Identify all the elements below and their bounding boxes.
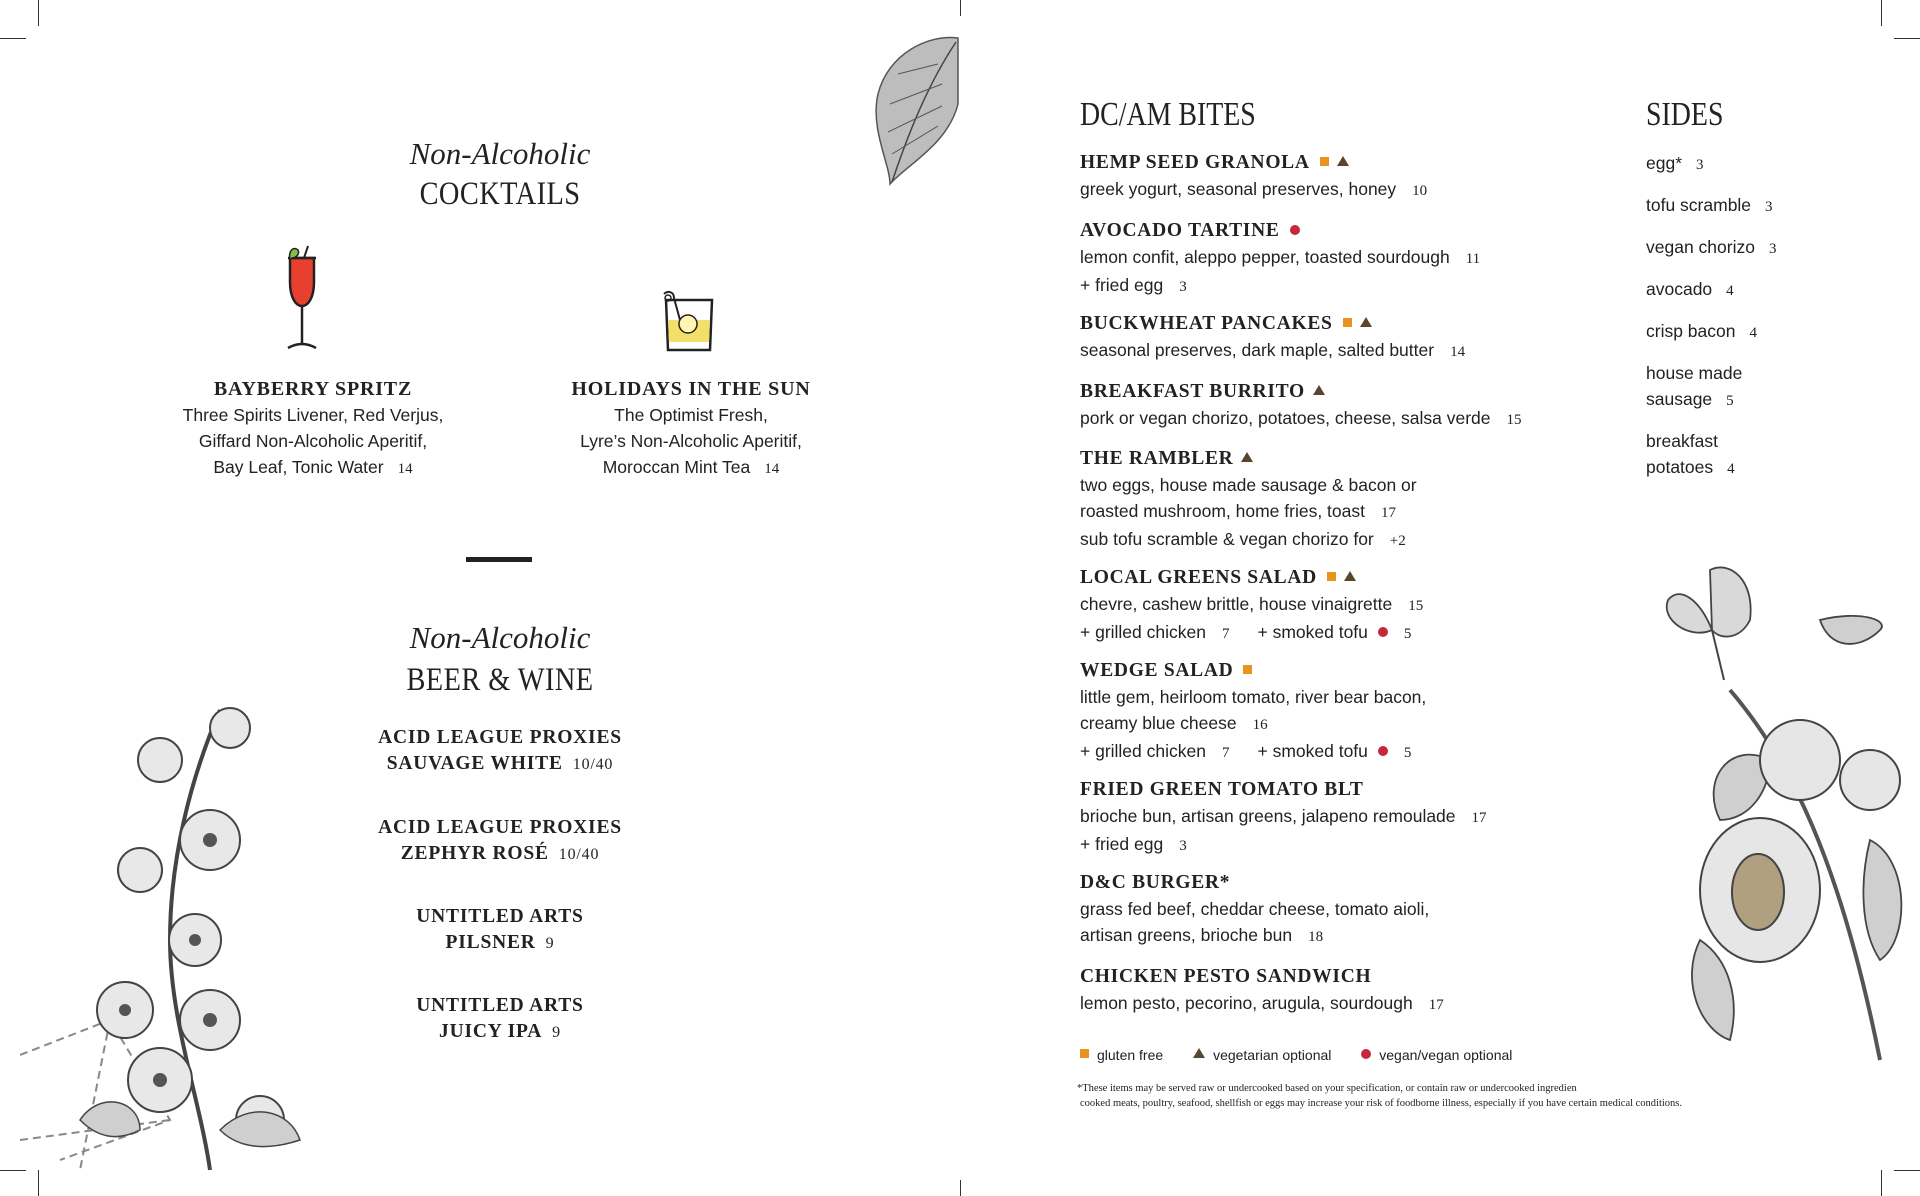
- side-item: house made sausage 5: [1646, 363, 1743, 409]
- side-price: 5: [1726, 393, 1734, 409]
- item-addon: + smoked tofu: [1257, 622, 1368, 642]
- menu-item: [1080, 150, 1600, 204]
- item-description: roasted mushroom, home fries, toast: [1080, 501, 1365, 521]
- beverage-price: 10/40: [558, 846, 600, 863]
- gluten-free-marker: [1327, 572, 1336, 581]
- beverage-price: 9: [552, 1024, 561, 1041]
- item-price: 16: [1252, 717, 1268, 733]
- crop-mark: [960, 1180, 961, 1196]
- item-price: 17: [1471, 810, 1487, 826]
- addon-price: +2: [1389, 533, 1406, 549]
- addon-price: 5: [1403, 626, 1412, 642]
- item-name: BREAKFAST BURRITO: [1080, 381, 1305, 402]
- side-price: 4: [1727, 461, 1735, 477]
- gluten-free-marker: [1343, 318, 1352, 327]
- item-description: artisan greens, brioche bun: [1080, 925, 1293, 945]
- drink-price: 14: [764, 461, 780, 477]
- menu-item: [1080, 565, 1600, 647]
- beverage-price: 9: [545, 935, 555, 952]
- cocktails-heading-italic: Non-Alcoholic: [409, 136, 591, 171]
- menu-item: [1080, 777, 1600, 859]
- item-addon: sub tofu scramble & vegan chorizo for: [1080, 529, 1374, 549]
- side-price: 4: [1726, 283, 1734, 299]
- item-price: 15: [1408, 598, 1424, 614]
- vegan-marker: [1378, 746, 1388, 756]
- side-price: 3: [1696, 157, 1704, 173]
- menu-item: [1080, 964, 1600, 1018]
- drink-name: HOLIDAYS IN THE SUN: [571, 378, 811, 400]
- vegetarian-marker: [1360, 317, 1372, 327]
- item-description: pork or vegan chorizo, potatoes, cheese, salsa verde: [1080, 408, 1491, 428]
- item-name: LOCAL GREENS SALAD: [1080, 567, 1317, 588]
- item-name: D&C BURGER*: [1080, 872, 1231, 893]
- drink-description: The Optimist Fresh,: [614, 405, 768, 425]
- item-description: lemon pesto, pecorino, arugula, sourdough: [1080, 993, 1413, 1013]
- bites-title: DC/AM BITES: [1080, 96, 1256, 133]
- beer-wine-heading-italic: Non-Alcoholic: [409, 620, 591, 655]
- vegetarian-marker: [1313, 385, 1325, 395]
- item-name: WEDGE SALAD: [1080, 660, 1234, 681]
- crop-mark: [1881, 0, 1882, 26]
- item-price: 18: [1308, 929, 1324, 945]
- gluten-free-marker: [1080, 1049, 1089, 1058]
- addon-price: 7: [1221, 745, 1230, 761]
- item-description: greek yogurt, seasonal preserves, honey: [1080, 179, 1397, 199]
- rocks-glass-icon: [660, 290, 716, 352]
- item-description: creamy blue cheese: [1080, 713, 1237, 733]
- menu-item: [1080, 870, 1600, 950]
- menu-item: [1080, 446, 1600, 554]
- item-description: lemon confit, aleppo pepper, toasted sourdough: [1080, 247, 1450, 267]
- beverage-price: 10/40: [572, 756, 614, 773]
- legend-label: vegan/vegan optional: [1379, 1047, 1513, 1063]
- dietary-legend: [1080, 1047, 1538, 1063]
- vegetarian-marker: [1344, 571, 1356, 581]
- floral-illustration: [20, 700, 310, 1175]
- item-description: seasonal preserves, dark maple, salted butter: [1080, 340, 1435, 360]
- crop-mark: [38, 0, 39, 26]
- drink-description: Lyre’s Non-Alcoholic Aperitif,: [580, 431, 802, 451]
- side-price: 4: [1749, 325, 1757, 341]
- gluten-free-marker: [1320, 157, 1329, 166]
- item-name: BUCKWHEAT PANCAKES: [1080, 313, 1333, 334]
- allergen-footnote: *These items may be served raw or undercooked based on your specification, or contain raw or undercooked ingredien: [1077, 1083, 1577, 1094]
- item-price: 10: [1412, 183, 1428, 199]
- item-price: 11: [1465, 251, 1481, 267]
- item-price: 17: [1428, 997, 1444, 1013]
- side-item: avocado 4: [1646, 279, 1734, 299]
- item-description: little gem, heirloom tomato, river bear bacon,: [1080, 687, 1427, 707]
- menu-item: [1080, 311, 1600, 365]
- vegetarian-marker: [1241, 452, 1253, 462]
- gluten-free-marker: [1243, 665, 1252, 674]
- allergen-footnote: cooked meats, poultry, seafood, shellfish or eggs may increase your risk of foodborne illness, especially if you have certain medical conditions.: [1080, 1098, 1683, 1109]
- item-addon: + grilled chicken: [1080, 741, 1206, 761]
- cocktails-heading: COCKTAILS: [419, 176, 581, 212]
- addon-price: 3: [1179, 838, 1187, 854]
- legend-label: vegetarian optional: [1213, 1047, 1332, 1063]
- drink-price: 14: [397, 461, 413, 477]
- drink-description: Bay Leaf, Tonic Water 14: [213, 457, 413, 477]
- item-price: 17: [1380, 505, 1396, 521]
- legend-label: gluten free: [1097, 1047, 1164, 1063]
- beverage-item: ACID LEAGUE PROXIES ZEPHYR ROSÉ 10/40: [378, 817, 622, 864]
- vegetarian-marker: [1337, 156, 1349, 166]
- crop-mark: [1894, 38, 1920, 39]
- beer-wine-heading: BEER & WINE: [406, 662, 594, 698]
- menu-item: [1080, 218, 1600, 300]
- crop-mark: [960, 0, 961, 16]
- side-price: 3: [1768, 241, 1777, 257]
- item-description: two eggs, house made sausage & bacon or: [1080, 475, 1417, 495]
- item-addon: + fried egg: [1080, 834, 1164, 854]
- drink-description: Giffard Non-Alcoholic Aperitif,: [198, 431, 428, 451]
- item-name: THE RAMBLER: [1080, 448, 1234, 469]
- side-item: breakfast potatoes 4: [1646, 431, 1735, 477]
- item-description: grass fed beef, cheddar cheese, tomato aioli,: [1080, 899, 1430, 919]
- side-item: tofu scramble 3: [1646, 195, 1773, 215]
- item-addon: + grilled chicken: [1080, 622, 1206, 642]
- beverage-item: UNTITLED ARTS PILSNER 9: [416, 906, 584, 953]
- crop-mark: [0, 38, 26, 39]
- vegan-marker: [1290, 225, 1300, 235]
- item-description: chevre, cashew brittle, house vinaigrette: [1080, 594, 1393, 614]
- item-price: 15: [1506, 412, 1522, 428]
- beverage-item: UNTITLED ARTS JUICY IPA 9: [416, 995, 584, 1042]
- menu-item: [1080, 658, 1600, 766]
- item-addon: + fried egg: [1080, 275, 1164, 295]
- drink-description: Moroccan Mint Tea 14: [602, 457, 780, 477]
- crop-mark: [1881, 1170, 1882, 1196]
- vegan-marker: [1361, 1049, 1371, 1059]
- crop-mark: [1894, 1170, 1920, 1171]
- beverage-item: ACID LEAGUE PROXIES SAUVAGE WHITE 10/40: [378, 727, 622, 774]
- item-name: FRIED GREEN TOMATO BLT: [1080, 779, 1364, 800]
- drink-name: BAYBERRY SPRITZ: [213, 378, 413, 400]
- side-item: vegan chorizo 3: [1646, 237, 1777, 257]
- menu-item: [1080, 379, 1600, 433]
- leaf-illustration: [868, 34, 962, 190]
- item-description: brioche bun, artisan greens, jalapeno remoulade: [1080, 806, 1456, 826]
- side-price: 3: [1765, 199, 1773, 215]
- spritz-glass-icon: [278, 244, 326, 352]
- addon-price: 3: [1179, 279, 1187, 295]
- item-name: AVOCADO TARTINE: [1080, 220, 1280, 241]
- item-price: 14: [1450, 344, 1466, 360]
- vegetarian-marker: [1193, 1048, 1205, 1058]
- item-name: HEMP SEED GRANOLA: [1080, 152, 1310, 173]
- drink-description: Three Spirits Livener, Red Verjus,: [182, 405, 444, 425]
- addon-price: 5: [1403, 745, 1412, 761]
- section-divider: [466, 557, 532, 562]
- side-item: crisp bacon 4: [1646, 321, 1757, 341]
- sides-title: SIDES: [1646, 96, 1724, 133]
- peach-butterfly-illustration: [1640, 560, 1910, 1070]
- item-name: CHICKEN PESTO SANDWICH: [1080, 966, 1372, 987]
- side-item: egg* 3: [1646, 153, 1704, 173]
- item-addon: + smoked tofu: [1257, 741, 1368, 761]
- vegan-marker: [1378, 627, 1388, 637]
- addon-price: 7: [1221, 626, 1230, 642]
